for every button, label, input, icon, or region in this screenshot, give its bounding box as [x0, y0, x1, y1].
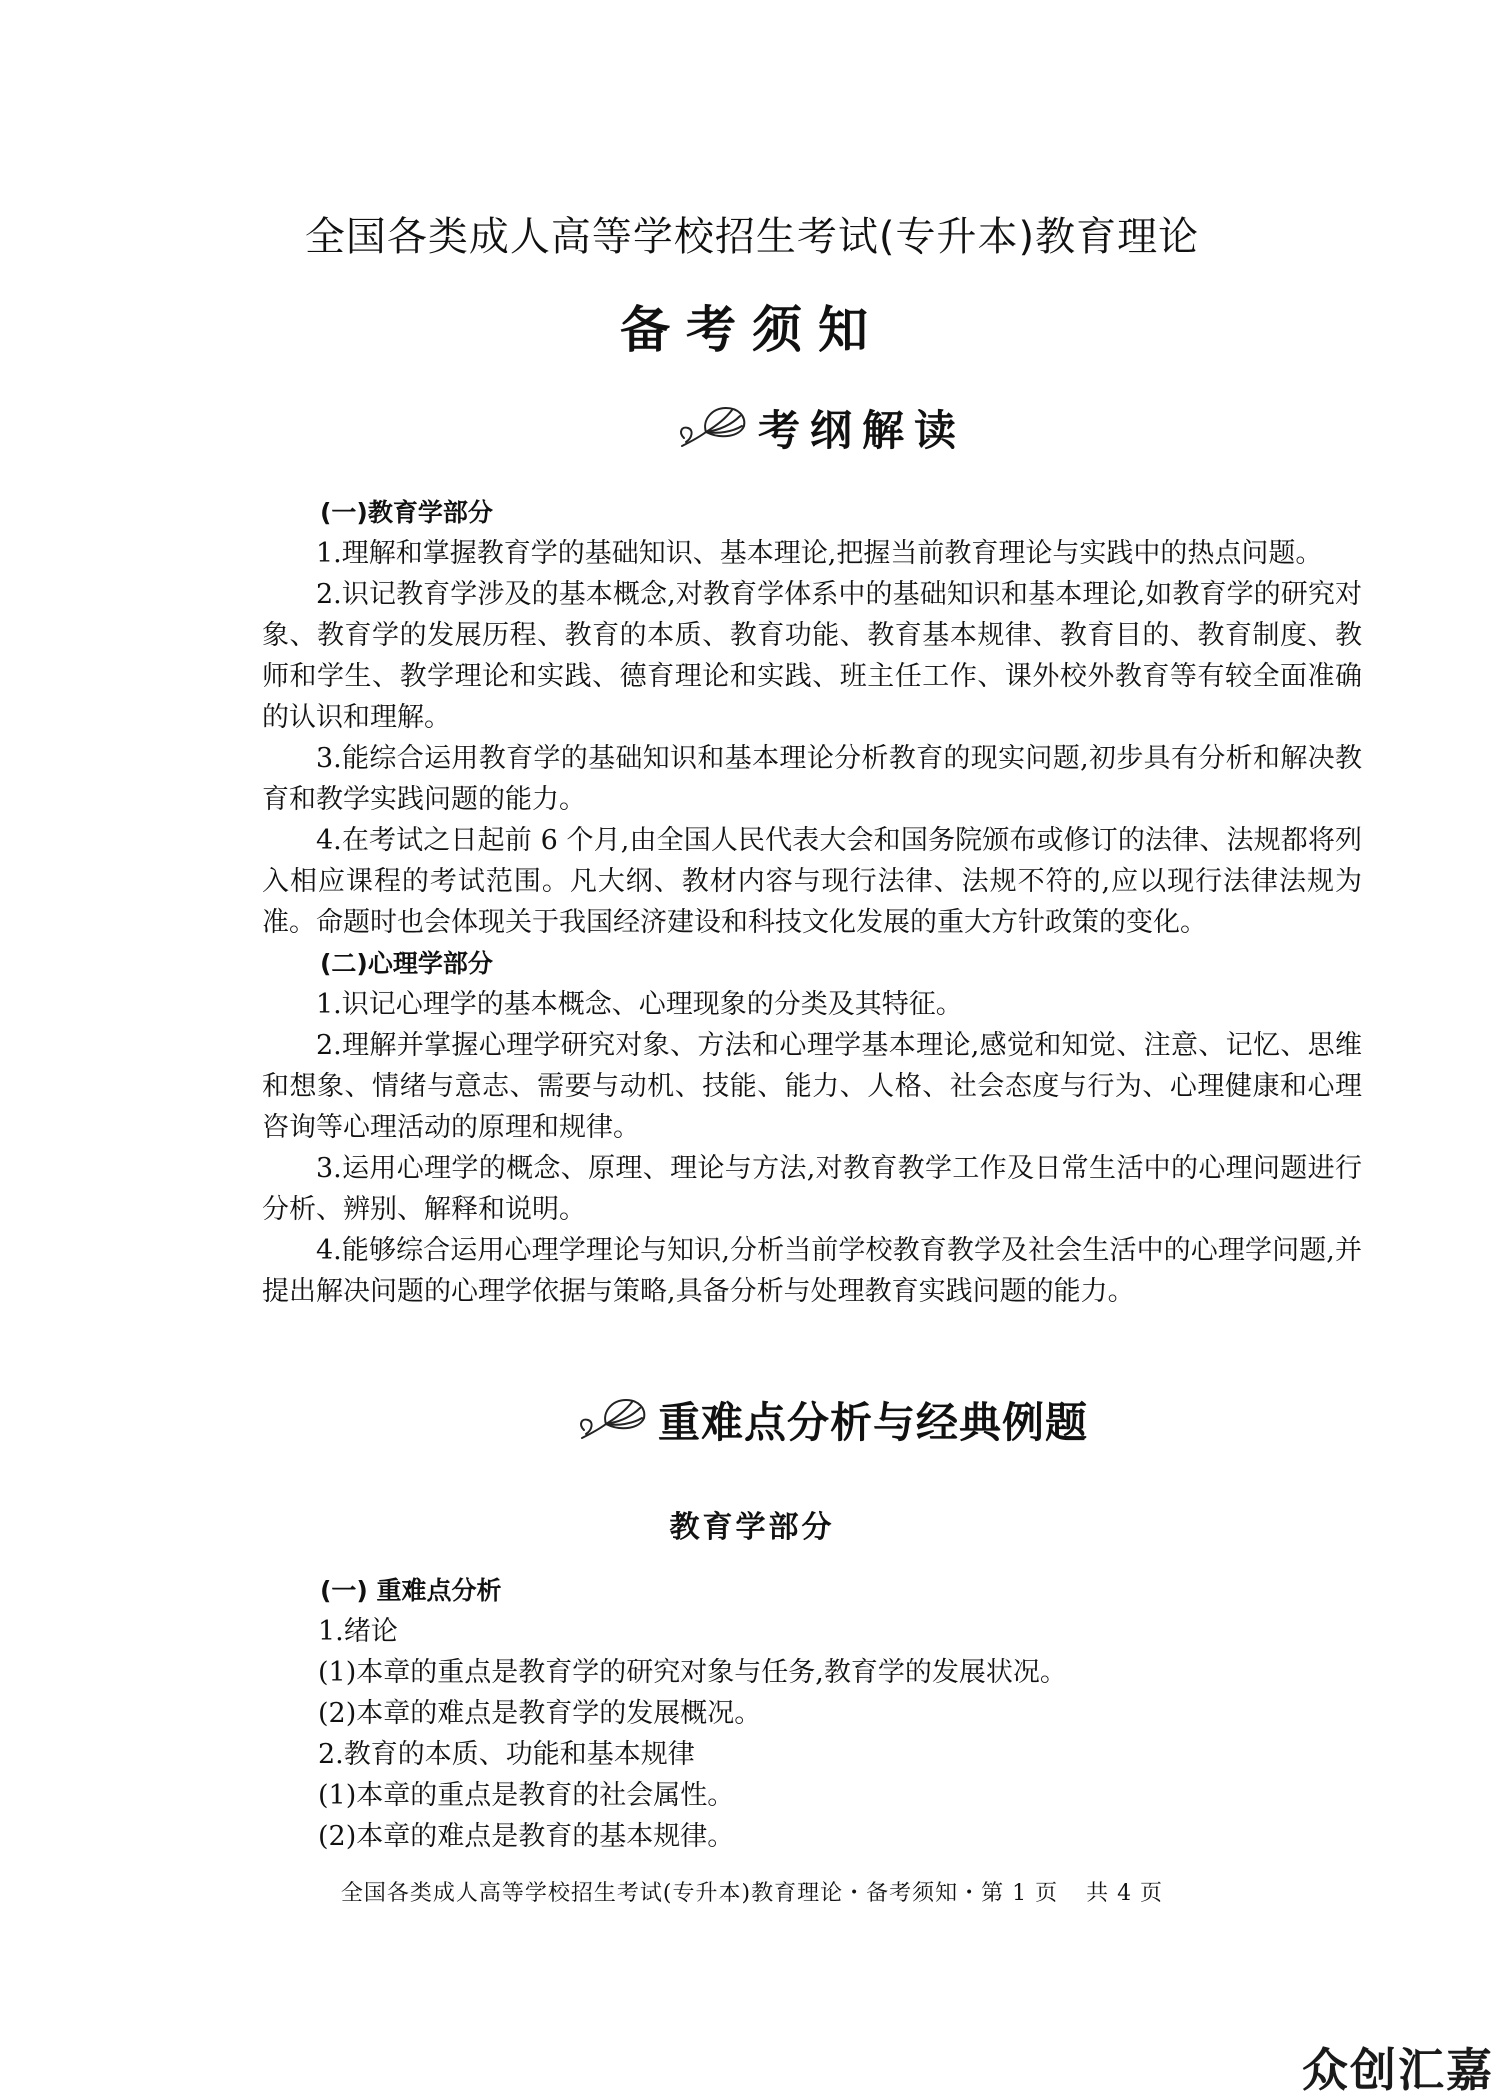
list-item: (1)本章的重点是教育的社会属性。: [318, 1780, 735, 1811]
list-item: (2)本章的难点是教育的基本规律。: [318, 1821, 735, 1852]
subsection-title: (一) 重难点分析: [320, 1576, 502, 1605]
section-heading-text: 考纲解读: [758, 406, 967, 455]
section-heading-syllabus: [676, 398, 966, 458]
key-points-body: [262, 1570, 1362, 1857]
page-footer: [0, 1876, 1504, 1907]
paragraph: 3.运用心理学的概念、原理、理论与方法,对教育教学工作及日常生活中的心理问题进行分析、辨别、解释和说明。: [262, 1153, 1362, 1225]
watermark-logo: 众创汇嘉: [1302, 2043, 1494, 2097]
list-item: (1)本章的重点是教育学的研究对象与任务,教育学的发展状况。: [318, 1657, 1067, 1688]
list-item: 1.绪论: [318, 1616, 398, 1647]
part-title-pedagogy: (一)教育学部分: [320, 498, 493, 527]
document-subtitle: 备考须知: [620, 301, 884, 359]
paragraph: 4.在考试之日起前 6 个月,由全国人民代表大会和国务院颁布或修订的法律、法规都将列入相应课程的考试范围。凡大纲、教材内容与现行法律、法规不符的,应以现行法律法规为准。命题时也会体现关于我国经济建设和科技文化发展的重大方针政策的变化。: [262, 825, 1362, 938]
section-heading-text: 重难点分析与经典例题: [658, 1398, 1089, 1447]
paragraph: 3.能综合运用教育学的基础知识和基本理论分析教育的现实问题,初步具有分析和解决教育和教学实践问题的能力。: [262, 743, 1362, 815]
list-item: 2.教育的本质、功能和基本规律: [318, 1739, 695, 1770]
footer-text: 全国各类成人高等学校招生考试(专升本)教育理论・备考须知・第 1 页: [340, 1881, 1059, 1906]
syllabus-body: [262, 492, 1362, 1312]
list-item: (2)本章的难点是教育学的发展概况。: [318, 1698, 762, 1729]
paragraph: 2.理解并掌握心理学研究对象、方法和心理学基本理论,感觉和知觉、注意、记忆、思维和想象、情绪与意志、需要与动机、技能、能力、人格、社会态度与行为、心理健康和心理咨询等心理活动的原理和规律。: [262, 1030, 1362, 1143]
paragraph: 1.识记心理学的基本概念、心理现象的分类及其特征。: [316, 989, 963, 1020]
section-heading-key-points: [576, 1390, 1088, 1450]
ginkgo-leaf-icon: [576, 1394, 648, 1446]
part-heading: 教育学部分: [669, 1510, 835, 1545]
ginkgo-leaf-icon: [676, 402, 748, 454]
paragraph: 4.能够综合运用心理学理论与知识,分析当前学校教育教学及社会生活中的心理学问题,并提出解决问题的心理学依据与策略,具备分析与处理教育实践问题的能力。: [262, 1235, 1362, 1307]
paragraph: 1.理解和掌握教育学的基础知识、基本理论,把握当前教育理论与实践中的热点问题。: [316, 538, 1323, 569]
footer-total: 共 4 页: [1086, 1881, 1164, 1906]
paragraph: 2.识记教育学涉及的基本概念,对教育学体系中的基础知识和基本理论,如教育学的研究对象、教育学的发展历程、教育的本质、教育功能、教育基本规律、教育目的、教育制度、教师和学生、教学理论和实践、德育理论和实践、班主任工作、课外校外教育等有较全面准确的认识和理解。: [262, 579, 1362, 733]
part-title-psychology: (二)心理学部分: [320, 949, 493, 978]
document-title: 全国各类成人高等学校招生考试(专升本)教育理论: [304, 214, 1200, 260]
